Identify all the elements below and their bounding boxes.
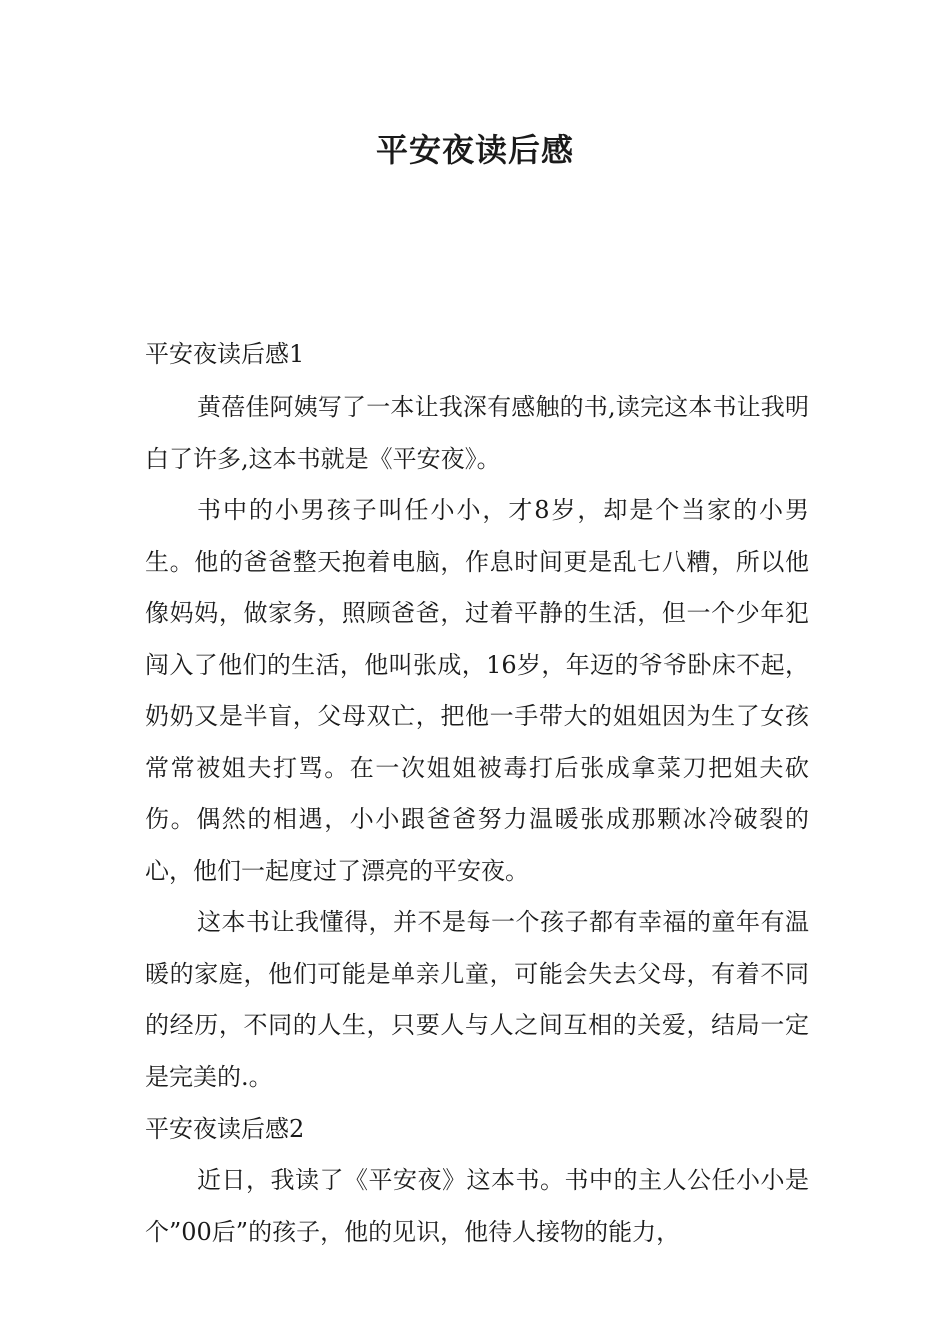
paragraph-2-1: 近日，我读了《平安夜》这本书。书中的主人公任小小是个”00后”的孩子，他的见识，他待人接物的能力， [145,1166,809,1246]
section-heading-2: 平安夜读后感2 [145,1115,305,1143]
document-body [145,328,809,1258]
document-title: 平安夜读后感 [375,131,574,169]
paragraph-1-2: 书中的小男孩子叫任小小，才8岁，却是个当家的小男生。他的爸爸整天抱着电脑，作息时间更是乱七八糟，所以他像妈妈，做家务，照顾爸爸，过着平静的生活，但一个少年犯闯入了他们的生活，他叫张成，16岁，年迈的爷爷卧床不起，奶奶又是半盲，父母双亡，把他一手带大的姐姐因为生了女孩常常被姐夫打骂。在一次姐姐被毒打后张成拿菜刀把姐夫砍伤。偶然的相遇，小小跟爸爸努力温暖张成那颗冰冷破裂的心，他们一起度过了漂亮的平安夜。 [145,496,809,885]
section-heading-1: 平安夜读后感1 [145,340,305,368]
paragraph-1-3: 这本书让我懂得，并不是每一个孩子都有幸福的童年有温暖的家庭，他们可能是单亲儿童，可能会失去父母，有着不同的经历，不同的人生，只要人与人之间互相的关爱，结局一定是完美的.。 [145,908,809,1091]
paragraph-1-1: 黄蓓佳阿姨写了一本让我深有感触的书,读完这本书让我明白了许多,这本书就是《平安夜》。 [145,393,809,473]
